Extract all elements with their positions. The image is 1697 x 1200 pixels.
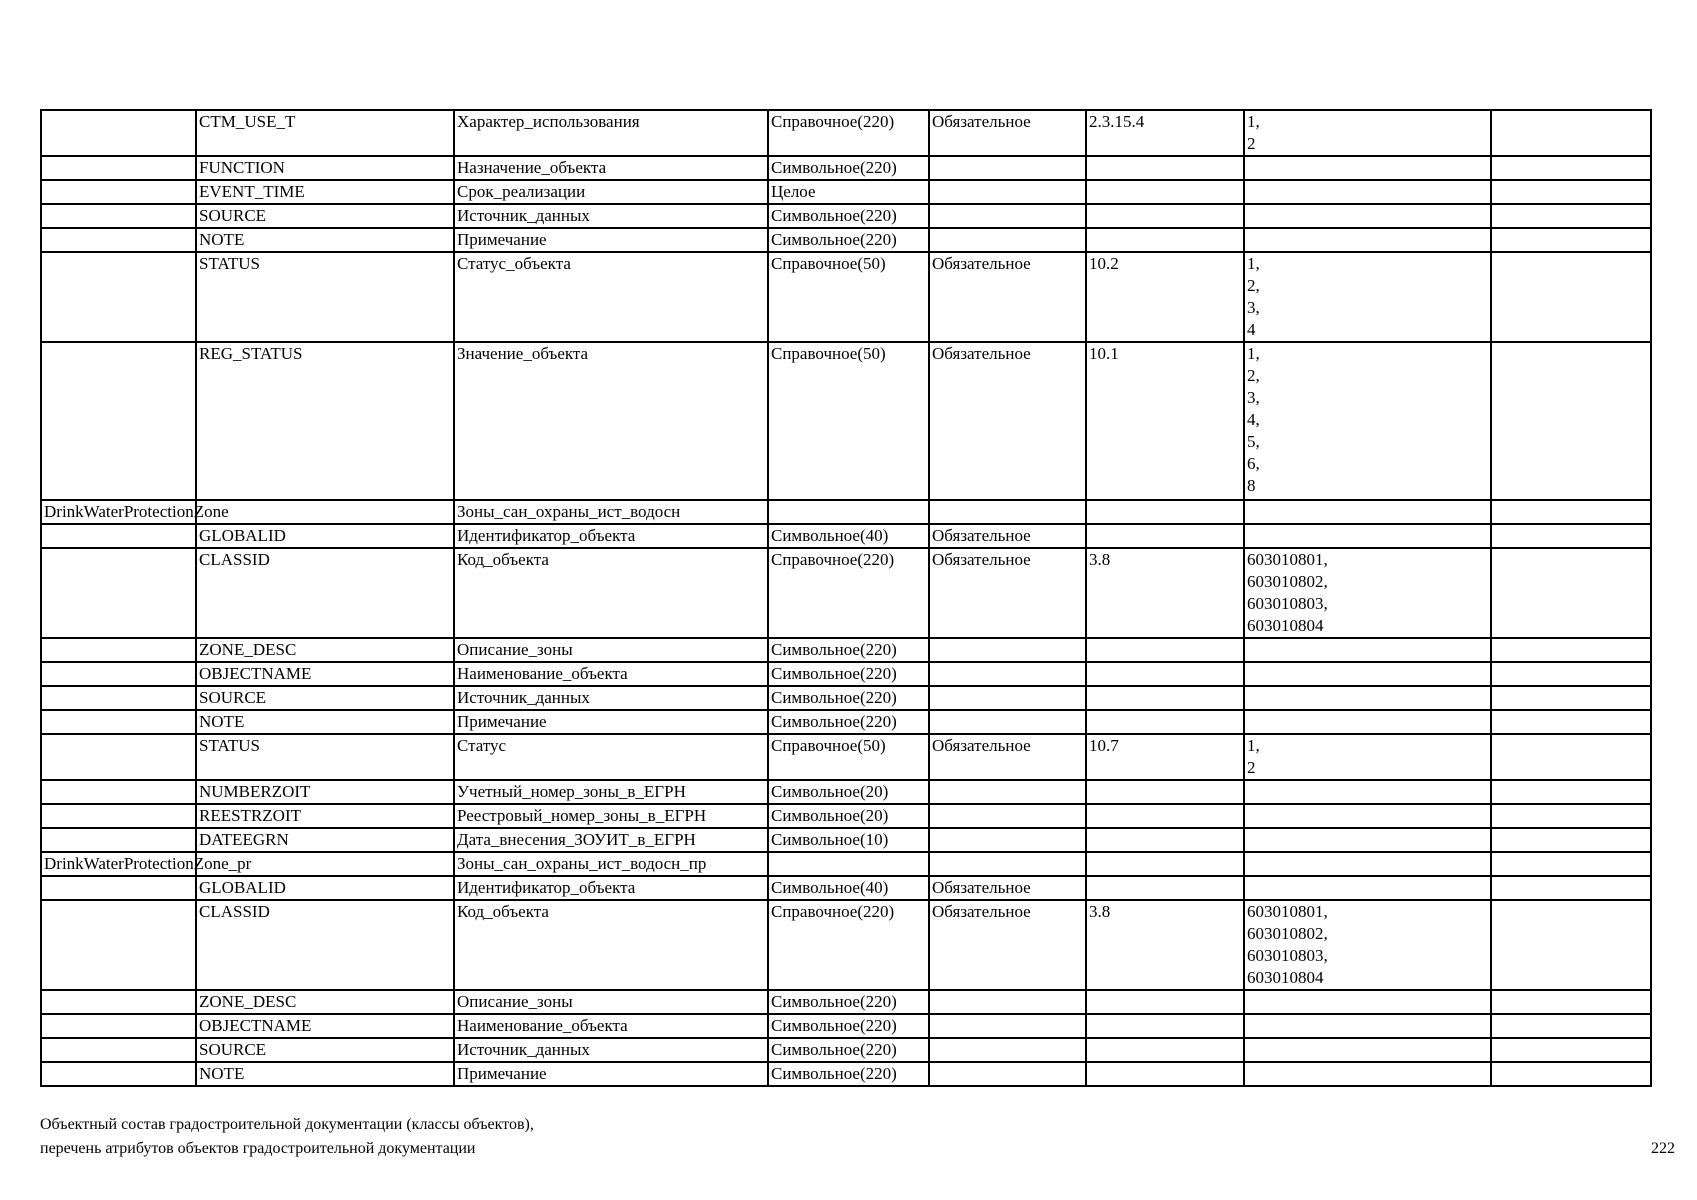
attribute-code-cell: CTM_USE_T [196, 110, 454, 156]
reference-cell [1086, 500, 1244, 524]
class-name-cell [41, 180, 196, 204]
reference-cell [1086, 852, 1244, 876]
note-cell [1491, 852, 1651, 876]
allowed-values-cell [1244, 686, 1491, 710]
reference-cell [1086, 804, 1244, 828]
table-row [41, 990, 1651, 1014]
data-type-cell: Справочное(220) [768, 110, 929, 156]
allowed-values-cell [1244, 180, 1491, 204]
class-name-cell [41, 228, 196, 252]
note-cell [1491, 662, 1651, 686]
allowed-values-cell [1244, 228, 1491, 252]
allowed-values-cell: 603010801, 603010802, 603010803, 603010804 [1244, 548, 1491, 638]
reference-cell: 10.7 [1086, 734, 1244, 780]
note-cell [1491, 686, 1651, 710]
data-type-cell: Символьное(220) [768, 1014, 929, 1038]
allowed-values-cell [1244, 500, 1491, 524]
table-row [41, 1038, 1651, 1062]
note-cell [1491, 710, 1651, 734]
class-name-cell [41, 252, 196, 342]
data-type-cell: Символьное(220) [768, 990, 929, 1014]
attribute-alias-cell: Примечание [454, 1062, 768, 1086]
data-type-cell: Символьное(220) [768, 662, 929, 686]
table-row [41, 710, 1651, 734]
attribute-code-cell: REG_STATUS [196, 342, 454, 500]
allowed-values-cell [1244, 710, 1491, 734]
attributes-table [40, 109, 1652, 1087]
note-cell [1491, 204, 1651, 228]
attribute-code-cell: NOTE [196, 228, 454, 252]
table-row [41, 110, 1651, 156]
table-body [41, 110, 1651, 1086]
attribute-alias-cell: Источник_данных [454, 686, 768, 710]
attribute-alias-cell: Описание_зоны [454, 638, 768, 662]
attribute-code-cell: SOURCE [196, 204, 454, 228]
reference-cell: 10.2 [1086, 252, 1244, 342]
note-cell [1491, 524, 1651, 548]
attribute-alias-cell: Зоны_сан_охраны_ист_водосн_пр [454, 852, 768, 876]
note-cell [1491, 1062, 1651, 1086]
table-row [41, 342, 1651, 500]
class-name-cell [41, 204, 196, 228]
note-cell [1491, 876, 1651, 900]
note-cell [1491, 228, 1651, 252]
reference-cell [1086, 686, 1244, 710]
required-cell [929, 500, 1086, 524]
attribute-alias-cell: Код_объекта [454, 548, 768, 638]
reference-cell [1086, 828, 1244, 852]
allowed-values-cell [1244, 876, 1491, 900]
reference-cell [1086, 228, 1244, 252]
required-cell [929, 780, 1086, 804]
data-type-cell: Символьное(20) [768, 780, 929, 804]
class-name-cell [41, 900, 196, 990]
table-row [41, 500, 1651, 524]
note-cell [1491, 252, 1651, 342]
attribute-alias-cell: Статус_объекта [454, 252, 768, 342]
note-cell [1491, 780, 1651, 804]
allowed-values-cell [1244, 990, 1491, 1014]
allowed-values-cell: 1, 2, 3, 4, 5, 6, 8 [1244, 342, 1491, 500]
required-cell: Обязательное [929, 252, 1086, 342]
required-cell: Обязательное [929, 876, 1086, 900]
class-name-cell [41, 780, 196, 804]
attribute-code-cell: NUMBERZOIT [196, 780, 454, 804]
attribute-code-cell: STATUS [196, 734, 454, 780]
note-cell [1491, 180, 1651, 204]
allowed-values-cell [1244, 1062, 1491, 1086]
reference-cell [1086, 1014, 1244, 1038]
note-cell [1491, 638, 1651, 662]
allowed-values-cell [1244, 204, 1491, 228]
reference-cell [1086, 524, 1244, 548]
data-type-cell [768, 852, 929, 876]
class-name-cell [41, 828, 196, 852]
reference-cell [1086, 990, 1244, 1014]
attribute-code-cell [196, 500, 454, 524]
required-cell [929, 1038, 1086, 1062]
class-name-cell [41, 638, 196, 662]
class-name-cell [41, 662, 196, 686]
note-cell [1491, 1014, 1651, 1038]
table-row [41, 156, 1651, 180]
allowed-values-cell: 1, 2, 3, 4 [1244, 252, 1491, 342]
class-name-cell [41, 876, 196, 900]
reference-cell: 2.3.15.4 [1086, 110, 1244, 156]
footer-line-2: перечень атрибутов объектов градостроительной документации [40, 1140, 476, 1157]
note-cell [1491, 342, 1651, 500]
attribute-code-cell: REESTRZOIT [196, 804, 454, 828]
data-type-cell: Справочное(50) [768, 252, 929, 342]
class-name-cell [41, 524, 196, 548]
table-row [41, 780, 1651, 804]
attribute-alias-cell: Характер_использования [454, 110, 768, 156]
allowed-values-cell [1244, 780, 1491, 804]
required-cell [929, 228, 1086, 252]
table-row [41, 638, 1651, 662]
required-cell [929, 686, 1086, 710]
attribute-alias-cell: Описание_зоны [454, 990, 768, 1014]
page-number: 222 [1651, 1140, 1675, 1157]
table-row [41, 524, 1651, 548]
reference-cell [1086, 1038, 1244, 1062]
note-cell [1491, 900, 1651, 990]
reference-cell: 3.8 [1086, 900, 1244, 990]
data-type-cell: Символьное(220) [768, 1062, 929, 1086]
attribute-alias-cell: Статус [454, 734, 768, 780]
note-cell [1491, 990, 1651, 1014]
class-name-cell [41, 804, 196, 828]
attribute-alias-cell: Реестровый_номер_зоны_в_ЕГРН [454, 804, 768, 828]
required-cell [929, 1062, 1086, 1086]
note-cell [1491, 734, 1651, 780]
table-row [41, 852, 1651, 876]
class-name-cell [41, 342, 196, 500]
attribute-code-cell: GLOBALID [196, 876, 454, 900]
class-name-cell: DrinkWaterProtectionZone [41, 500, 196, 524]
allowed-values-cell: 1, 2 [1244, 110, 1491, 156]
table-row [41, 734, 1651, 780]
attribute-alias-cell: Учетный_номер_зоны_в_ЕГРН [454, 780, 768, 804]
attribute-alias-cell: Наименование_объекта [454, 662, 768, 686]
class-name-cell [41, 548, 196, 638]
table-row [41, 228, 1651, 252]
table-row [41, 180, 1651, 204]
attribute-code-cell: CLASSID [196, 900, 454, 990]
note-cell [1491, 828, 1651, 852]
note-cell [1491, 110, 1651, 156]
data-type-cell: Справочное(50) [768, 342, 929, 500]
table-row [41, 204, 1651, 228]
attribute-alias-cell: Код_объекта [454, 900, 768, 990]
attribute-alias-cell: Идентификатор_объекта [454, 876, 768, 900]
required-cell [929, 180, 1086, 204]
class-name-cell [41, 1014, 196, 1038]
data-type-cell: Символьное(220) [768, 710, 929, 734]
attribute-alias-cell: Назначение_объекта [454, 156, 768, 180]
footer-caption [40, 1113, 534, 1161]
data-type-cell: Справочное(220) [768, 548, 929, 638]
reference-cell [1086, 180, 1244, 204]
required-cell: Обязательное [929, 900, 1086, 990]
reference-cell: 10.1 [1086, 342, 1244, 500]
class-name-cell [41, 734, 196, 780]
attribute-alias-cell: Источник_данных [454, 1038, 768, 1062]
attribute-alias-cell: Идентификатор_объекта [454, 524, 768, 548]
class-name-cell [41, 1062, 196, 1086]
data-type-cell: Целое [768, 180, 929, 204]
required-cell [929, 990, 1086, 1014]
table-row [41, 876, 1651, 900]
note-cell [1491, 1038, 1651, 1062]
required-cell [929, 1014, 1086, 1038]
class-name-cell [41, 710, 196, 734]
attribute-code-cell: DATEEGRN [196, 828, 454, 852]
attribute-alias-cell: Примечание [454, 710, 768, 734]
attribute-code-cell: SOURCE [196, 686, 454, 710]
data-type-cell: Справочное(50) [768, 734, 929, 780]
allowed-values-cell [1244, 156, 1491, 180]
attribute-code-cell: OBJECTNAME [196, 662, 454, 686]
required-cell: Обязательное [929, 110, 1086, 156]
class-name-cell [41, 990, 196, 1014]
attribute-alias-cell: Дата_внесения_ЗОУИТ_в_ЕГРН [454, 828, 768, 852]
allowed-values-cell: 1, 2 [1244, 734, 1491, 780]
data-type-cell: Символьное(20) [768, 804, 929, 828]
reference-cell [1086, 156, 1244, 180]
required-cell [929, 828, 1086, 852]
reference-cell [1086, 204, 1244, 228]
required-cell: Обязательное [929, 734, 1086, 780]
reference-cell [1086, 876, 1244, 900]
table-row [41, 804, 1651, 828]
class-name-cell [41, 686, 196, 710]
attribute-alias-cell: Срок_реализации [454, 180, 768, 204]
data-type-cell: Символьное(220) [768, 156, 929, 180]
allowed-values-cell [1244, 1038, 1491, 1062]
data-type-cell: Символьное(220) [768, 228, 929, 252]
required-cell [929, 662, 1086, 686]
note-cell [1491, 156, 1651, 180]
data-type-cell: Символьное(220) [768, 686, 929, 710]
table-row [41, 1014, 1651, 1038]
allowed-values-cell [1244, 804, 1491, 828]
attribute-code-cell: STATUS [196, 252, 454, 342]
attribute-code-cell: NOTE [196, 710, 454, 734]
required-cell [929, 852, 1086, 876]
table-row [41, 828, 1651, 852]
attribute-alias-cell: Примечание [454, 228, 768, 252]
attribute-alias-cell: Источник_данных [454, 204, 768, 228]
attribute-code-cell: NOTE [196, 1062, 454, 1086]
attribute-code-cell: ZONE_DESC [196, 990, 454, 1014]
note-cell [1491, 804, 1651, 828]
attribute-alias-cell: Значение_объекта [454, 342, 768, 500]
allowed-values-cell [1244, 524, 1491, 548]
note-cell [1491, 548, 1651, 638]
class-name-cell [41, 1038, 196, 1062]
data-type-cell: Символьное(40) [768, 524, 929, 548]
allowed-values-cell [1244, 852, 1491, 876]
data-type-cell: Символьное(40) [768, 876, 929, 900]
table-row [41, 548, 1651, 638]
table-row [41, 686, 1651, 710]
attribute-code-cell: SOURCE [196, 1038, 454, 1062]
data-type-cell [768, 500, 929, 524]
attribute-alias-cell: Наименование_объекта [454, 1014, 768, 1038]
allowed-values-cell [1244, 662, 1491, 686]
table-row [41, 1062, 1651, 1086]
required-cell: Обязательное [929, 524, 1086, 548]
allowed-values-cell [1244, 638, 1491, 662]
attribute-code-cell: OBJECTNAME [196, 1014, 454, 1038]
data-type-cell: Справочное(220) [768, 900, 929, 990]
attribute-alias-cell: Зоны_сан_охраны_ист_водосн [454, 500, 768, 524]
table-row [41, 662, 1651, 686]
attribute-code-cell: ZONE_DESC [196, 638, 454, 662]
class-name-cell [41, 156, 196, 180]
required-cell: Обязательное [929, 342, 1086, 500]
reference-cell [1086, 638, 1244, 662]
required-cell: Обязательное [929, 548, 1086, 638]
reference-cell [1086, 662, 1244, 686]
data-type-cell: Символьное(220) [768, 204, 929, 228]
data-type-cell: Символьное(220) [768, 638, 929, 662]
attribute-code-cell: GLOBALID [196, 524, 454, 548]
table-row [41, 252, 1651, 342]
required-cell [929, 804, 1086, 828]
data-type-cell: Символьное(220) [768, 1038, 929, 1062]
allowed-values-cell: 603010801, 603010802, 603010803, 603010804 [1244, 900, 1491, 990]
required-cell [929, 638, 1086, 662]
required-cell [929, 204, 1086, 228]
class-name-cell [41, 110, 196, 156]
class-name-cell: DrinkWaterProtectionZone_pr [41, 852, 196, 876]
note-cell [1491, 500, 1651, 524]
reference-cell [1086, 1062, 1244, 1086]
required-cell [929, 710, 1086, 734]
footer-line-1: Объектный состав градостроительной документации (классы объектов), [40, 1116, 534, 1133]
reference-cell: 3.8 [1086, 548, 1244, 638]
attribute-code-cell: FUNCTION [196, 156, 454, 180]
required-cell [929, 156, 1086, 180]
table-row [41, 900, 1651, 990]
allowed-values-cell [1244, 828, 1491, 852]
allowed-values-cell [1244, 1014, 1491, 1038]
attribute-code-cell: EVENT_TIME [196, 180, 454, 204]
data-type-cell: Символьное(10) [768, 828, 929, 852]
attribute-code-cell: CLASSID [196, 548, 454, 638]
reference-cell [1086, 780, 1244, 804]
reference-cell [1086, 710, 1244, 734]
